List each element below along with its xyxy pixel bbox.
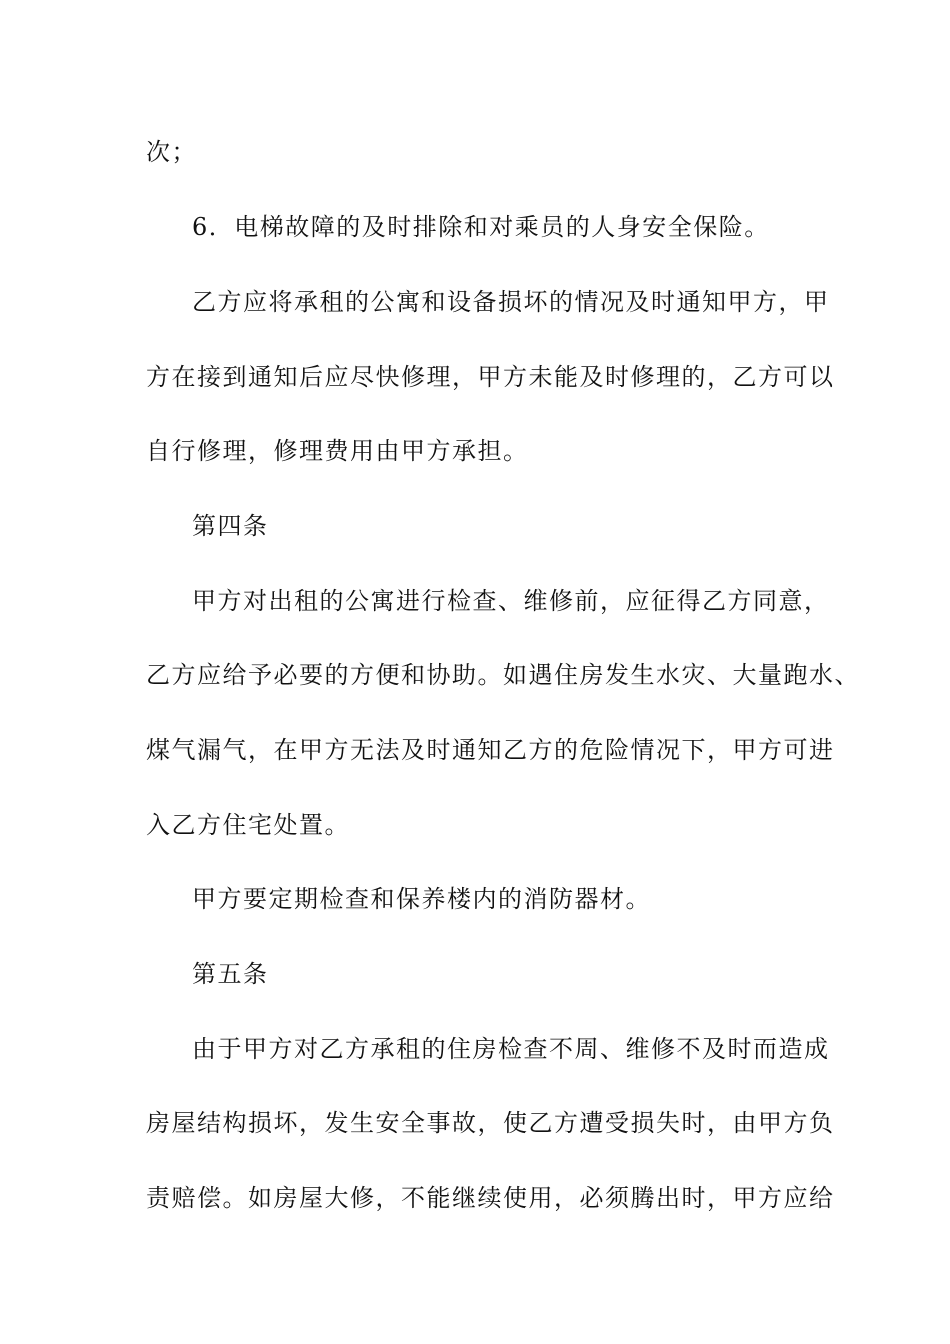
text-line: 甲方要定期检查和保养楼内的消防器材。 [192, 885, 651, 913]
section-heading: 第四条 [192, 512, 269, 540]
section-heading: 第五条 [192, 960, 269, 988]
text-line: 由于甲方对乙方承租的住房检查不周、维修不及时而造成 [192, 1035, 830, 1063]
text-line: 乙方应将承租的公寓和设备损坏的情况及时通知甲方，甲 [192, 288, 830, 316]
text-line: 甲方对出租的公寓进行检查、维修前，应征得乙方同意， [192, 587, 830, 615]
text-line: 责赔偿。如房屋大修，不能继续使用，必须腾出时，甲方应给 [146, 1184, 835, 1212]
text-line: 次； [146, 138, 197, 166]
text-line: 自行修理，修理费用由甲方承担。 [146, 437, 529, 465]
text-line: 6．电梯故障的及时排除和对乘员的人身安全保险。 [192, 213, 770, 241]
text-line: 入乙方住宅处置。 [146, 811, 350, 839]
text-line: 房屋结构损坏，发生安全事故，使乙方遭受损失时，由甲方负 [146, 1109, 835, 1137]
text-line: 煤气漏气，在甲方无法及时通知乙方的危险情况下，甲方可进 [146, 736, 835, 764]
text-line: 方在接到通知后应尽快修理，甲方未能及时修理的，乙方可以 [146, 363, 835, 391]
text-line: 乙方应给予必要的方便和协助。如遇住房发生水灾、大量跑水、 [146, 661, 860, 689]
